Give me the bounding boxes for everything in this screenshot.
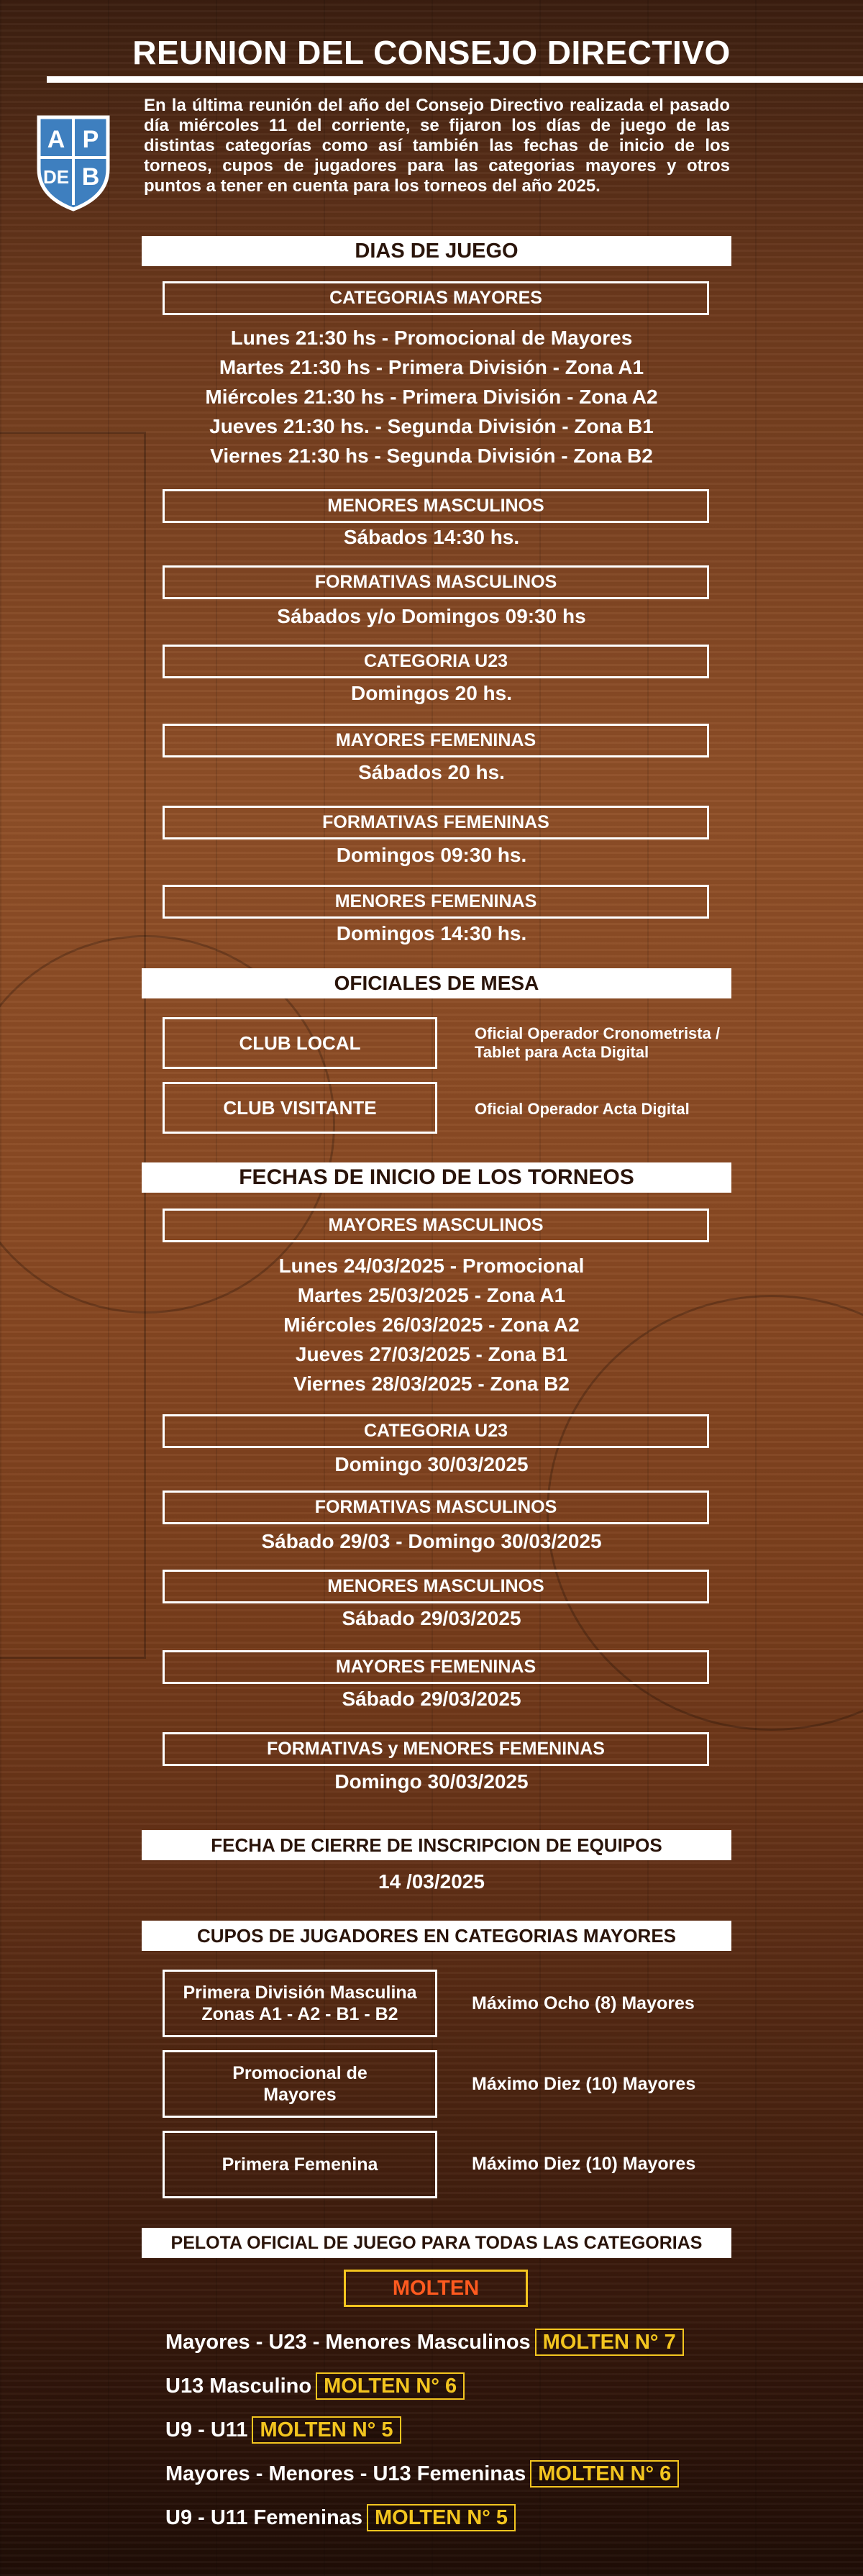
apdeb-logo [35,111,112,212]
schedule-value: Sábados y/o Domingos 09:30 hs [277,605,586,627]
ball-size-tag: MOLTEN N° 5 [252,2416,401,2444]
ball-categories: U9 - U11 Femeninas [165,2506,362,2529]
ball-row [165,2329,684,2356]
label-formativas-masculinos: FORMATIVAS MASCULINOS [163,565,709,599]
intro-paragraph: En la última reunión del año del Consejo Directivo realizada el pasado día miércoles 11 del corriente, se fijaron los días de juego de las distintas categorías como así también las fechas de inicio de los torneos, cupos de jugadores para las categorias mayores y otros puntos a tener en cuenta para los torneos del año 2025. [144,96,730,196]
ball-size-tag: MOLTEN N° 6 [530,2460,679,2488]
section-inicio-heading: FECHAS DE INICIO DE LOS TORNEOS [142,1162,731,1193]
ball-size-tag: MOLTEN N° 5 [367,2504,516,2531]
cupo-label: Promocional de Mayores [163,2050,437,2118]
label-club-visitante: CLUB VISITANTE [163,1082,437,1134]
ball-row [165,2416,401,2444]
ball-size-tag: MOLTEN N° 7 [535,2329,684,2356]
ball-row [165,2504,516,2531]
cierre-date: 14 /03/2025 [378,1870,485,1893]
ball-categories: U13 Masculino [165,2375,312,2398]
section-dias-heading: DIAS DE JUEGO [142,236,731,266]
schedule-value: Sábados 14:30 hs. [343,526,520,548]
cupo-label: Primera División Masculina Zonas A1 - A2 - B1 - B2 [163,1970,437,2037]
club-local-desc: Oficial Operador Cronometrista / Tablet para Acta Digital [475,1024,721,1061]
club-visitante-desc: Oficial Operador Acta Digital [475,1100,690,1118]
section-cierre-heading: FECHA DE CIERRE DE INSCRIPCION DE EQUIPOS [142,1830,731,1860]
label-menores-masculinos: MENORES MASCULINOS [163,489,709,523]
section-cupos-heading: CUPOS DE JUGADORES EN CATEGORIAS MAYORES [142,1921,731,1951]
ball-categories: U9 - U11 [165,2418,248,2441]
schedule-line: Miércoles 21:30 hs - Primera División - Zona A2 [205,386,658,408]
schedule-value: Domingos 09:30 hs. [336,844,527,866]
start-date-value: Domingo 30/03/2025 [334,1770,529,1793]
cupo-label: Primera Femenina [163,2131,437,2198]
start-date-value: Sábado 29/03 - Domingo 30/03/2025 [261,1530,602,1552]
schedule-value: Domingos 14:30 hs. [336,922,527,945]
ball-size-tag: MOLTEN N° 6 [316,2372,465,2400]
svg-text:A: A [47,126,65,153]
ball-categories: Mayores - Menores - U13 Femeninas [165,2462,526,2485]
section-oficiales-heading: OFICIALES DE MESA [142,968,731,998]
ball-row [165,2460,679,2488]
start-date-line: Lunes 24/03/2025 - Promocional [278,1255,585,1277]
label-inicio-formativas-menores-femeninas: FORMATIVAS y MENORES FEMENINAS [163,1732,709,1766]
schedule-value: Sábados 20 hs. [358,761,505,783]
page-title: REUNION DEL CONSEJO DIRECTIVO [132,34,731,71]
title-divider [47,76,863,83]
schedule-line: Jueves 21:30 hs. - Segunda División - Zona B1 [209,415,654,437]
ball-categories: Mayores - U23 - Menores Masculinos [165,2331,531,2354]
svg-text:P: P [82,126,99,153]
start-date-line: Viernes 28/03/2025 - Zona B2 [293,1373,570,1395]
schedule-value: Domingos 20 hs. [350,682,513,704]
start-date-value: Sábado 29/03/2025 [342,1607,521,1629]
label-inicio-mayores-femeninas: MAYORES FEMENINAS [163,1650,709,1684]
start-date-value: Domingo 30/03/2025 [334,1453,529,1475]
section-pelota-heading: PELOTA OFICIAL DE JUEGO PARA TODAS LAS CATEGORIAS [142,2228,731,2258]
ball-row [165,2372,465,2400]
start-date-line: Martes 25/03/2025 - Zona A1 [297,1284,566,1306]
molten-brand: MOLTEN [344,2270,528,2307]
label-inicio-u23: CATEGORIA U23 [163,1414,709,1448]
label-categoria-u23: CATEGORIA U23 [163,645,709,678]
cupo-value: Máximo Diez (10) Mayores [472,2074,696,2094]
schedule-line: Viernes 21:30 hs - Segunda División - Zona B2 [210,445,653,467]
start-date-line: Miércoles 26/03/2025 - Zona A2 [283,1314,580,1336]
label-categorias-mayores: CATEGORIAS MAYORES [163,281,709,315]
label-formativas-femeninas: FORMATIVAS FEMENINAS [163,806,709,839]
schedule-line: Martes 21:30 hs - Primera División - Zona A1 [219,356,644,378]
schedule-line: Lunes 21:30 hs - Promocional de Mayores [230,327,633,349]
label-mayores-masculinos: MAYORES MASCULINOS [163,1209,709,1242]
label-inicio-menores-masculinos: MENORES MASCULINOS [163,1570,709,1603]
start-date-value: Sábado 29/03/2025 [342,1688,521,1710]
label-mayores-femeninas: MAYORES FEMENINAS [163,724,709,757]
svg-text:DE: DE [42,166,70,188]
svg-text:B: B [81,163,100,191]
cupo-value: Máximo Diez (10) Mayores [472,2154,696,2174]
start-date-line: Jueves 27/03/2025 - Zona B1 [295,1343,568,1365]
cupo-value: Máximo Ocho (8) Mayores [472,1993,695,2013]
label-club-local: CLUB LOCAL [163,1017,437,1069]
label-inicio-formativas-masculinos: FORMATIVAS MASCULINOS [163,1490,709,1524]
label-menores-femeninas: MENORES FEMENINAS [163,885,709,919]
